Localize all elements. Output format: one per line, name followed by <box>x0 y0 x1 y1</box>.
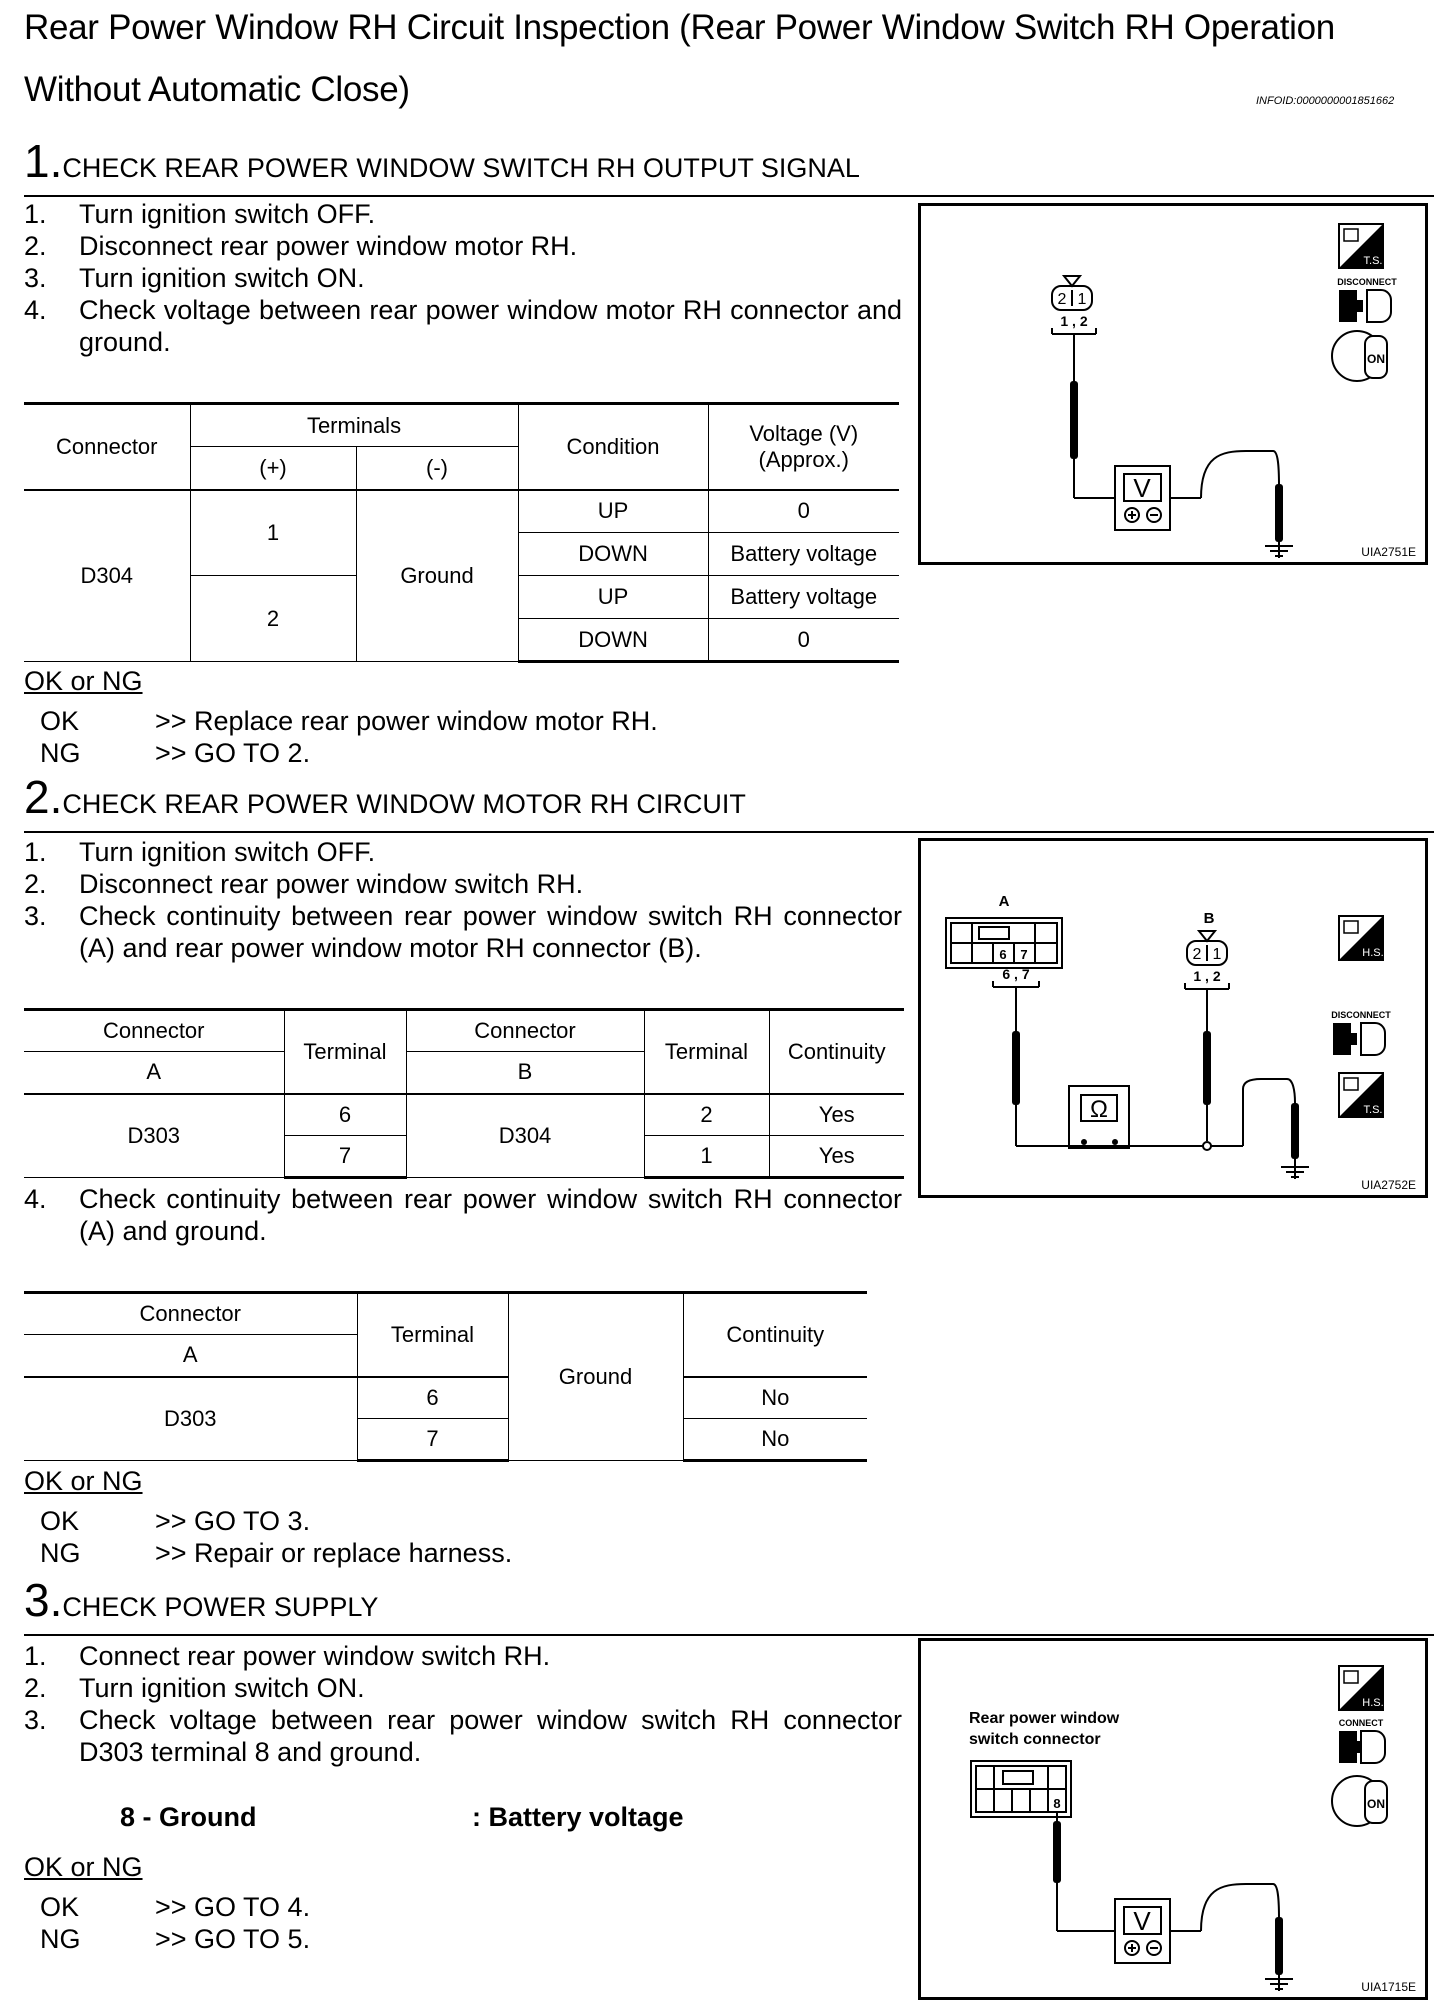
section-rule <box>24 831 1434 833</box>
disconnect-icon-label: DISCONNECT <box>1337 277 1397 287</box>
meter-symbol: V <box>1133 473 1151 503</box>
step-number: 2. <box>24 771 63 823</box>
page-title-line-1: Rear Power Window RH Circuit Inspection (Rear Power Window Switch RH Operation <box>24 8 1335 47</box>
cell-continuity: No <box>683 1377 867 1419</box>
step-2-continuity-table-a-b <box>24 1008 904 1179</box>
terminal-label: 1 , 2 <box>1060 313 1088 329</box>
cell-terminal: 7 <box>284 1136 406 1178</box>
pin-label: 8 <box>1053 1796 1061 1811</box>
circuit-diagram-svg <box>921 841 1425 1195</box>
power-supply-check-diagram <box>918 1638 1428 2000</box>
disconnect-icon-label: DISCONNECT <box>1331 1010 1391 1020</box>
instruction-item: 2. Turn ignition switch ON. <box>24 1673 365 1703</box>
step-2-continuity-table-ground <box>24 1291 867 1462</box>
ts-icon-label: T.S. <box>1363 255 1383 267</box>
result-ok: OK >> GO TO 3. <box>40 1506 311 1536</box>
connector-b-label: B <box>1203 910 1215 927</box>
step-2-instruction-4 <box>24 1183 902 1247</box>
header-terminal: Terminal <box>644 1010 769 1094</box>
cell-connector: D304 <box>24 490 190 662</box>
step-1-instructions <box>24 198 902 358</box>
cell-connector-b: D304 <box>406 1094 644 1178</box>
cell-connector-a: D303 <box>24 1094 284 1178</box>
step-number: 1. <box>24 135 63 187</box>
connector-caption-line-2: switch connector <box>969 1731 1101 1748</box>
header-connector: Connector <box>406 1010 644 1052</box>
instruction-item: 2. Disconnect rear power window motor RH. <box>24 231 578 261</box>
cell-ground: Ground <box>508 1293 683 1461</box>
step-title: CHECK POWER SUPPLY <box>62 1592 379 1622</box>
connector-a-label: A <box>998 893 1010 910</box>
instruction-item: 1. Turn ignition switch OFF. <box>24 837 376 867</box>
cell-terminal: 6 <box>357 1377 508 1419</box>
result-ng: NG >> GO TO 2. <box>40 738 311 768</box>
result-ok: OK >> Replace rear power window motor RH. <box>40 706 658 736</box>
cell-continuity: Yes <box>769 1094 904 1136</box>
instruction-item: 3. Turn ignition switch ON. <box>24 263 365 293</box>
hs-icon-label: H.S. <box>1362 947 1384 959</box>
cell-terminal: 7 <box>357 1419 508 1461</box>
pin-label: 1 <box>1212 946 1222 963</box>
page-title-line-2: Without Automatic Close) <box>24 70 410 109</box>
cell-plus-terminal: 1 <box>190 490 356 576</box>
header-connector: Connector <box>24 1010 284 1052</box>
pin-label: 2 <box>1192 946 1202 963</box>
instruction-item: 1. Turn ignition switch OFF. <box>24 199 376 229</box>
header-continuity: Continuity <box>683 1293 867 1377</box>
result-ok: OK >> GO TO 4. <box>40 1892 311 1922</box>
terminal-label: 6 , 7 <box>1002 966 1030 982</box>
cell-condition: DOWN <box>518 619 708 662</box>
circuit-diagram-svg <box>921 1641 1425 1997</box>
connector-caption-line-1: Rear power window <box>969 1710 1120 1727</box>
ok-or-ng-heading: OK or NG <box>24 1852 143 1882</box>
instruction-item: 4. Check voltage between rear power window motor RH connector and ground. <box>24 295 902 357</box>
header-plus: (+) <box>190 447 356 490</box>
header-voltage: Voltage (V) (Approx.) <box>708 404 899 490</box>
step-number: 3. <box>24 1574 63 1626</box>
header-condition: Condition <box>518 404 708 490</box>
section-rule <box>24 1634 1434 1636</box>
ok-or-ng-heading: OK or NG <box>24 666 143 696</box>
cell-minus-terminal: Ground <box>356 490 518 662</box>
header-terminal: Terminal <box>284 1010 406 1094</box>
cell-connector-a: D303 <box>24 1377 357 1461</box>
result-ng: NG >> GO TO 5. <box>40 1924 311 1954</box>
header-terminals: Terminals <box>190 404 518 447</box>
figure-code: UIA1715E <box>1361 1980 1416 1994</box>
pin-label: 7 <box>1020 947 1028 962</box>
cell-terminal: 2 <box>644 1094 769 1136</box>
circuit-diagram-svg <box>921 206 1425 562</box>
cell-plus-terminal: 2 <box>190 576 356 662</box>
header-a: A <box>24 1052 284 1094</box>
header-a: A <box>24 1335 357 1377</box>
spec-value: : Battery voltage <box>472 1802 684 1832</box>
step-2-heading <box>24 770 746 824</box>
cell-terminal: 6 <box>284 1094 406 1136</box>
on-icon-label: ON <box>1367 1797 1385 1811</box>
header-connector: Connector <box>24 404 190 490</box>
on-icon-label: ON <box>1367 352 1385 366</box>
cell-condition: DOWN <box>518 533 708 576</box>
continuity-check-diagram <box>918 838 1428 1198</box>
step-1-voltage-table <box>24 402 899 663</box>
section-rule <box>24 195 1434 197</box>
step-2-instructions <box>24 836 902 964</box>
figure-code: UIA2752E <box>1361 1178 1416 1192</box>
instruction-item: 2. Disconnect rear power window switch RH. <box>24 869 584 899</box>
step-title: CHECK REAR POWER WINDOW MOTOR RH CIRCUIT <box>62 789 746 819</box>
step-3-heading <box>24 1573 378 1627</box>
header-terminal: Terminal <box>357 1293 508 1377</box>
header-minus: (-) <box>356 447 518 490</box>
voltage-check-diagram <box>918 203 1428 565</box>
header-b: B <box>406 1052 644 1094</box>
cell-continuity: No <box>683 1419 867 1461</box>
instruction-item: 1. Connect rear power window switch RH. <box>24 1641 551 1671</box>
cell-voltage: Battery voltage <box>708 533 899 576</box>
figure-code: UIA2751E <box>1361 545 1416 559</box>
instruction-item: 3. Check voltage between rear power window switch RH connector D303 terminal 8 and ground. <box>24 1705 902 1767</box>
meter-symbol: Ω <box>1090 1096 1108 1123</box>
header-connector: Connector <box>24 1293 357 1335</box>
pin-label: 1 <box>1077 291 1087 308</box>
pin-label: 2 <box>1057 291 1067 308</box>
cell-voltage: 0 <box>708 619 899 662</box>
ok-or-ng-heading: OK or NG <box>24 1466 143 1496</box>
cell-voltage: 0 <box>708 490 899 533</box>
instruction-item: 4. Check continuity between rear power window switch RH connector (A) and ground. <box>24 1184 902 1246</box>
cell-condition: UP <box>518 490 708 533</box>
connect-icon-label: CONNECT <box>1338 1718 1384 1728</box>
terminal-label: 1 , 2 <box>1193 968 1221 984</box>
hs-icon-label: H.S. <box>1362 1697 1384 1709</box>
spec-terminal: 8 - Ground <box>120 1802 257 1832</box>
result-ng: NG >> Repair or replace harness. <box>40 1538 513 1568</box>
meter-symbol: V <box>1133 1906 1151 1936</box>
step-title: CHECK REAR POWER WINDOW SWITCH RH OUTPUT SIGNAL <box>62 153 860 183</box>
cell-continuity: Yes <box>769 1136 904 1178</box>
step-1-heading <box>24 134 860 188</box>
pin-label: 6 <box>999 947 1007 962</box>
cell-condition: UP <box>518 576 708 619</box>
ts-icon-label: T.S. <box>1363 1104 1383 1116</box>
step-3-instructions <box>24 1640 902 1768</box>
info-id: INFOID:0000000001851662 <box>1256 95 1395 107</box>
cell-terminal: 1 <box>644 1136 769 1178</box>
instruction-item: 3. Check continuity between rear power window switch RH connector (A) and rear power window motor RH connector (B). <box>24 901 902 963</box>
cell-voltage: Battery voltage <box>708 576 899 619</box>
header-continuity: Continuity <box>769 1010 904 1094</box>
